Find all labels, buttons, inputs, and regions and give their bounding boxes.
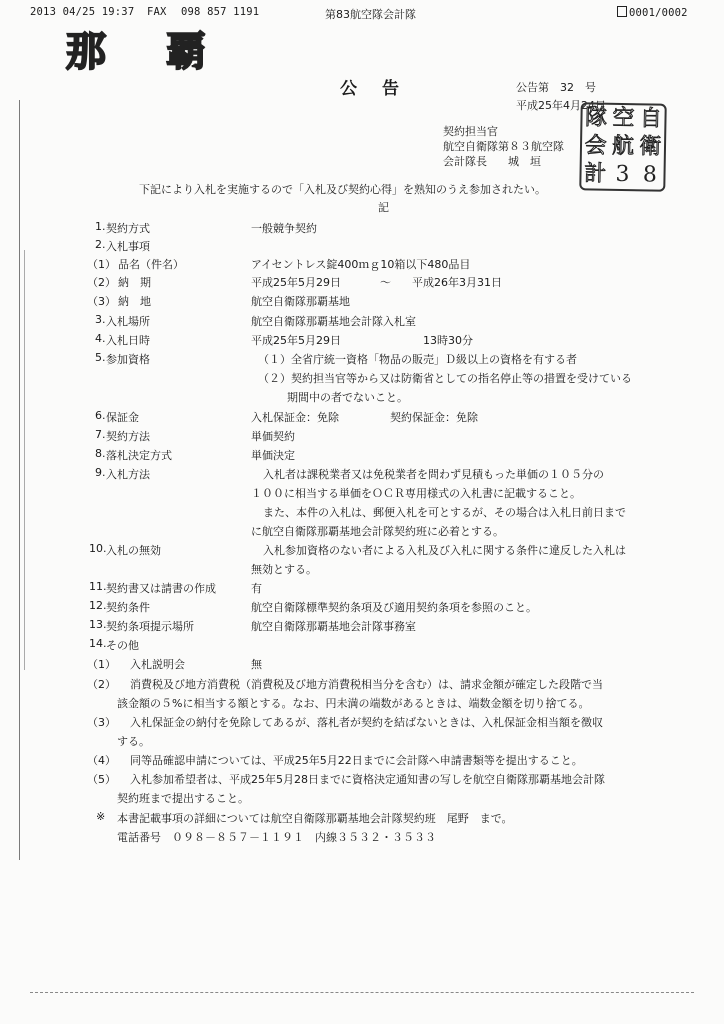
item-label: 品名（件名）: [118, 258, 184, 271]
item-value: 平成25年5月29日: [251, 276, 341, 289]
ki-marker: 記: [378, 201, 389, 214]
other-line: 消費税及び地方消費税（消費税及び地方消費税相当分を含む）は、請求金額が確定した段階で当: [130, 678, 603, 691]
notice-date: 平成25年4月24日: [516, 99, 606, 112]
scan-bottom-edge: [30, 992, 694, 993]
issuer-name: 城 垣: [508, 155, 541, 168]
fax-label: FAX: [147, 6, 167, 18]
item-label: 入札の無効: [106, 544, 161, 557]
location-stamp: [58, 20, 244, 75]
item-label: 契約条件: [106, 601, 150, 614]
item-num: 7.: [95, 428, 106, 441]
item-label: 契約方式: [106, 222, 150, 235]
footnote-mark: ※: [96, 810, 106, 823]
item-label: 入札日時: [106, 334, 150, 347]
item-label: 参加資格: [106, 353, 150, 366]
item-num: 3.: [95, 313, 106, 326]
item-value: 平成25年5月29日: [251, 334, 341, 347]
item-label: 契約条項提示場所: [106, 620, 194, 633]
issuer-unit: 航空自衛隊第８３航空隊: [443, 140, 564, 153]
item-num: 11.: [89, 580, 107, 593]
item-num: （2）: [87, 276, 116, 289]
item-num: 8.: [95, 447, 106, 460]
scan-margin-line: [19, 100, 20, 860]
stamp-char: 覇: [166, 28, 208, 75]
bid-method-line: また、本件の入札は、郵便入札を可とするが、その場合は入札日前日まで: [263, 506, 626, 519]
item-value: 航空自衛隊那覇基地: [251, 295, 350, 308]
item-value: 航空自衛隊那覇基地会計隊入札室: [251, 315, 416, 328]
item-num: （1）: [87, 258, 116, 271]
item-label: その他: [106, 639, 139, 652]
bid-method-line: １００に相当する単価をＯＣＲ専用様式の入札書に記載すること。: [251, 487, 581, 500]
fax-page: [617, 6, 688, 19]
seal-char: 自: [639, 106, 663, 132]
seal-char: 隊: [584, 105, 608, 131]
other-num: （2）: [87, 678, 116, 691]
item-num: 14.: [89, 637, 107, 650]
footnote-text: 本書記載事項の詳細については航空自衛隊那覇基地会計隊契約班 尾野 まで。: [117, 812, 513, 825]
scan-margin-line: [24, 250, 25, 670]
qualification-line: （１）全省庁統一資格「物品の販売」Ｄ級以上の資格を有する者: [258, 353, 577, 366]
other-num: （3）: [87, 716, 116, 729]
fax-number: 098 857 1191: [181, 6, 260, 18]
qualification-line: （２）契約担当官等から又は防衛省としての指名停止等の措置を受けている: [258, 372, 632, 385]
other-line: 入札参加希望者は、平成25年5月28日までに資格決定通知書の写しを航空自衛隊那覇基地会計隊: [130, 773, 605, 786]
item-label: 納 期: [118, 276, 151, 289]
item-value: 航空自衛隊標準契約条項及び適用契約条項を参照のこと。: [251, 601, 537, 614]
item-num: 4.: [95, 332, 106, 345]
seal-char: 航: [611, 133, 635, 160]
item-value: 航空自衛隊那覇基地会計隊事務室: [251, 620, 416, 633]
item-num: 10.: [89, 542, 107, 555]
invalid-line: 無効とする。: [251, 563, 317, 576]
item-label: 契約方法: [106, 430, 150, 443]
fax-sender: 第83航空隊会計隊: [325, 8, 416, 21]
footnote-phone: 電話番号 ０９８－８５７－１１９１ 内線３５３２・３５３３: [117, 831, 436, 844]
item-label: 保証金: [106, 411, 139, 424]
item-value: 入札保証金：免除: [251, 411, 339, 424]
other-num: （1）: [87, 658, 116, 671]
item-value: ～: [380, 276, 391, 289]
item-value: 単価決定: [251, 449, 295, 462]
fax-date: 2013 04/25 19:37: [30, 6, 135, 18]
item-value: 有: [251, 582, 262, 595]
item-label: 納 地: [118, 295, 151, 308]
item-num: 9.: [95, 466, 106, 479]
other-line: 入札保証金の納付を免除してあるが、落札者が契約を結ばないときは、入札保証金相当額を徴収: [130, 716, 603, 729]
bid-method-line: 入札者は課税業者又は免税業者を問わず見積もった単価の１０５分の: [263, 468, 604, 481]
seal-char: 3: [615, 161, 630, 188]
stamp-char: 那: [66, 28, 108, 75]
item-num: 2.: [95, 238, 106, 251]
item-value: 13時30分: [423, 334, 473, 347]
item-num: 5.: [95, 351, 106, 364]
issuer-role: 契約担当官: [443, 125, 498, 138]
seal-char: 会: [584, 133, 607, 159]
page-copy-icon: [617, 6, 627, 17]
seal-char: 8: [642, 162, 658, 188]
other-num: （5）: [87, 773, 116, 786]
item-num: 13.: [89, 618, 107, 631]
other-line: 該金額の５%に相当する額とする。なお、円未満の端数があるときは、端数金額を切り捨てる。: [117, 697, 590, 710]
item-label: 落札決定方式: [106, 449, 172, 462]
notice-title: 公 告: [340, 79, 403, 99]
item-value: 単価契約: [251, 430, 295, 443]
other-line: 契約班まで提出すること。: [117, 792, 249, 805]
qualification-line: 期間中の者でないこと。: [287, 391, 408, 404]
notice-intro: 下記により入札を実施するので「入札及び契約心得」を熟知のうえ参加されたい。: [139, 183, 546, 196]
item-num: 12.: [89, 599, 107, 612]
other-line: 入札説明会: [130, 658, 185, 671]
other-line: 無: [251, 658, 262, 671]
item-num: 1.: [95, 220, 106, 233]
item-num: （3）: [87, 295, 116, 308]
seal-char: 衛: [639, 134, 662, 160]
item-value: アイセントレス錠400ｍｇ10箱以下480品目: [251, 258, 471, 271]
item-value: 契約保証金：免除: [390, 411, 478, 424]
other-line: 同等品確認申請については、平成25年5月22日までに会計隊へ申請書類等を提出すること。: [130, 754, 583, 767]
seal-char: 計: [583, 161, 607, 187]
seal-char: 空: [612, 105, 635, 132]
bid-method-line: に航空自衛隊那覇基地会計隊契約班に必着とする。: [251, 525, 504, 538]
item-label: 入札方法: [106, 468, 150, 481]
item-num: 6.: [95, 409, 106, 422]
item-label: 入札場所: [106, 315, 150, 328]
other-num: （4）: [87, 754, 116, 767]
official-seal: [579, 102, 667, 191]
notice-number: 公告第 32 号: [516, 81, 596, 94]
item-value: 平成26年3月31日: [412, 276, 502, 289]
item-value: 一般競争契約: [251, 222, 317, 235]
invalid-line: 入札参加資格のない者による入札及び入札に関する条件に違反した入札は: [263, 544, 626, 557]
item-label: 入札事項: [106, 240, 150, 253]
issuer-title: 会計隊長: [443, 155, 487, 168]
fax-page-number: 0001/0002: [629, 7, 688, 19]
item-label: 契約書又は請書の作成: [106, 582, 216, 595]
other-line: する。: [117, 735, 150, 748]
